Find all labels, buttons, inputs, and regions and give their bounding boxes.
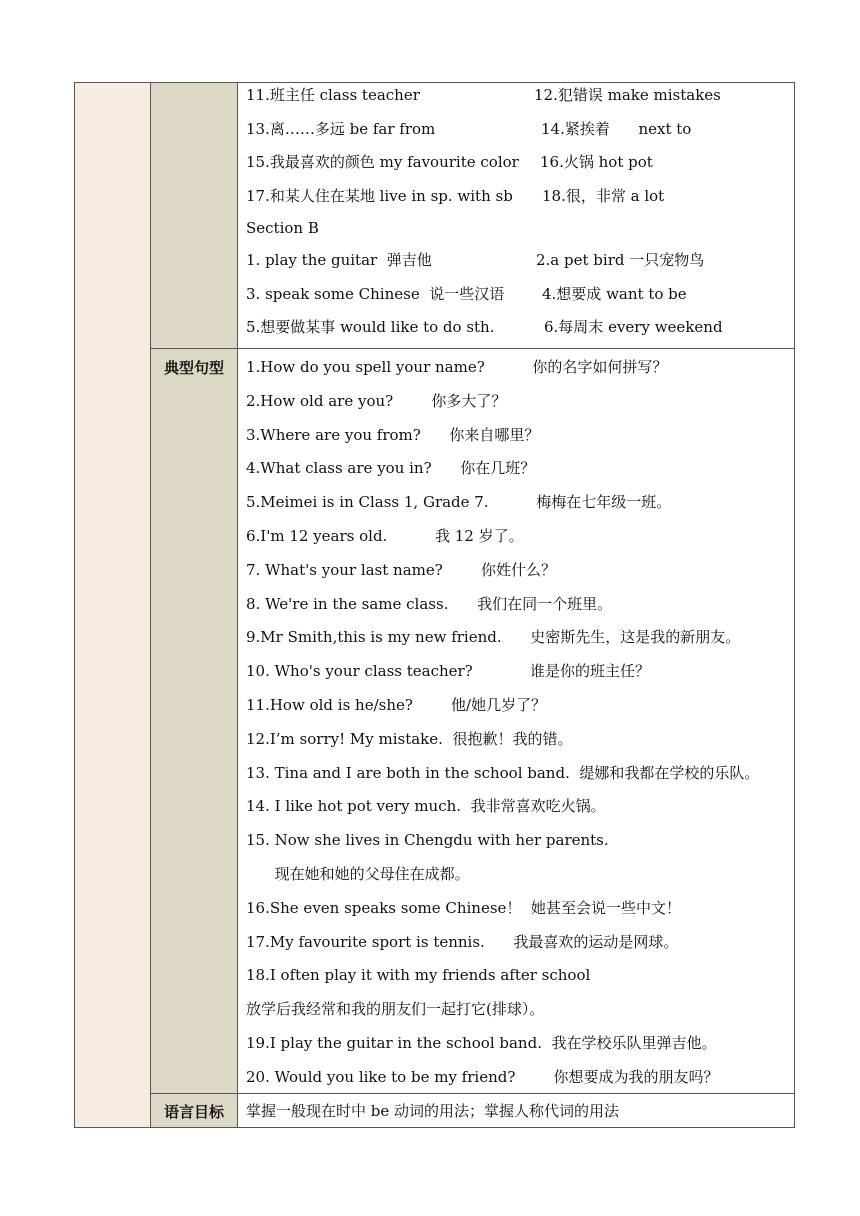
sentence-item: 现在她和她的父母住在成都。 bbox=[246, 865, 470, 883]
phrase-item: 11.班主任 class teacher bbox=[246, 86, 420, 104]
sentence-item: 15. Now she lives in Chengdu with her parents. bbox=[246, 831, 609, 849]
phrase-item: 3. speak some Chinese 说一些汉语 bbox=[246, 285, 505, 303]
phrase-item: 1. play the guitar 弹吉他 bbox=[246, 251, 432, 269]
phrase-item: 17.和某人住在某地 live in sp. with sb bbox=[246, 187, 513, 205]
phrase-item: 16.火锅 hot pot bbox=[540, 153, 653, 171]
sentence-item: 5.Meimei is in Class 1, Grade 7. 梅梅在七年级一班。 bbox=[246, 493, 672, 511]
sentence-item: 4.What class are you in? 你在几班？ bbox=[246, 459, 536, 477]
sentence-item: 10. Who's your class teacher? 谁是你的班主任？ bbox=[246, 662, 650, 680]
phrase-item: 13.离……多远 be far from bbox=[246, 120, 436, 138]
phrase-item: 4.想要成 want to be bbox=[542, 285, 687, 303]
phrase-item: 2.a pet bird 一只宠物鸟 bbox=[536, 251, 705, 269]
sentence-item: 3.Where are you from? 你来自哪里？ bbox=[246, 426, 540, 444]
sentence-item: 20. Would you like to be my friend? 你想要成为我的朋友吗？ bbox=[246, 1068, 719, 1086]
sentence-item: 6.I'm 12 years old. 我 12 岁了。 bbox=[246, 527, 524, 545]
table-column-category bbox=[74, 82, 151, 1128]
sentence-item: 13. Tina and I are both in the school band. 缇娜和我都在学校的乐队。 bbox=[246, 764, 760, 782]
sentence-item: 11.How old is he/she? 他/她几岁了？ bbox=[246, 696, 547, 714]
phrase-item: 12.犯错误 make mistakes bbox=[534, 86, 721, 104]
row-divider bbox=[150, 348, 795, 349]
table-column-type bbox=[150, 82, 238, 1128]
sentence-item: 18.I often play it with my friends after school bbox=[246, 966, 591, 984]
row-label-sentences: 典型句型 bbox=[163, 359, 224, 377]
sentence-item: 8. We're in the same class. 我们在同一个班里。 bbox=[246, 595, 613, 613]
sentence-item: 1.How do you spell your name? 你的名字如何拼写？ bbox=[246, 358, 668, 376]
phrase-item: 6.每周末 every weekend bbox=[544, 318, 723, 336]
sentence-item: 19.I play the guitar in the school band. 我在学校乐队里弹吉他。 bbox=[246, 1034, 717, 1052]
sentence-item: 7. What's your last name? 你姓什么？ bbox=[246, 561, 556, 579]
phrase-item: 5.想要做某事 would like to do sth. bbox=[246, 318, 495, 336]
sentence-item: 9.Mr Smith,this is my new friend. 史密斯先生，这是我的新朋友。 bbox=[246, 628, 741, 646]
phrase-item: 15.我最喜欢的颜色 my favourite color bbox=[246, 153, 519, 171]
phrase-item: 18.很，非常 a lot bbox=[542, 187, 665, 205]
sentence-item: 14. I like hot pot very much. 我非常喜欢吃火锅。 bbox=[246, 797, 606, 815]
row-label-goal: 语言目标 bbox=[163, 1103, 224, 1121]
sentence-item: 16.She even speaks some Chinese！ 她甚至会说一些中文！ bbox=[246, 899, 681, 917]
sentence-item: 17.My favourite sport is tennis. 我最喜欢的运动是网球。 bbox=[246, 933, 679, 951]
row-divider bbox=[150, 1093, 795, 1094]
sentence-item: 12.I’m sorry! My mistake. 很抱歉！我的错。 bbox=[246, 730, 573, 748]
phrase-item: 14.紧挨着 next to bbox=[541, 120, 692, 138]
sentence-item: 2.How old are you? 你多大了？ bbox=[246, 392, 507, 410]
goal-text: 掌握一般现在时中 be 动词的用法；掌握人称代词的用法 bbox=[246, 1102, 620, 1120]
sentence-item: 放学后我经常和我的朋友们一起打它(排球）。 bbox=[246, 1000, 545, 1018]
section-title: Section B bbox=[246, 219, 319, 237]
